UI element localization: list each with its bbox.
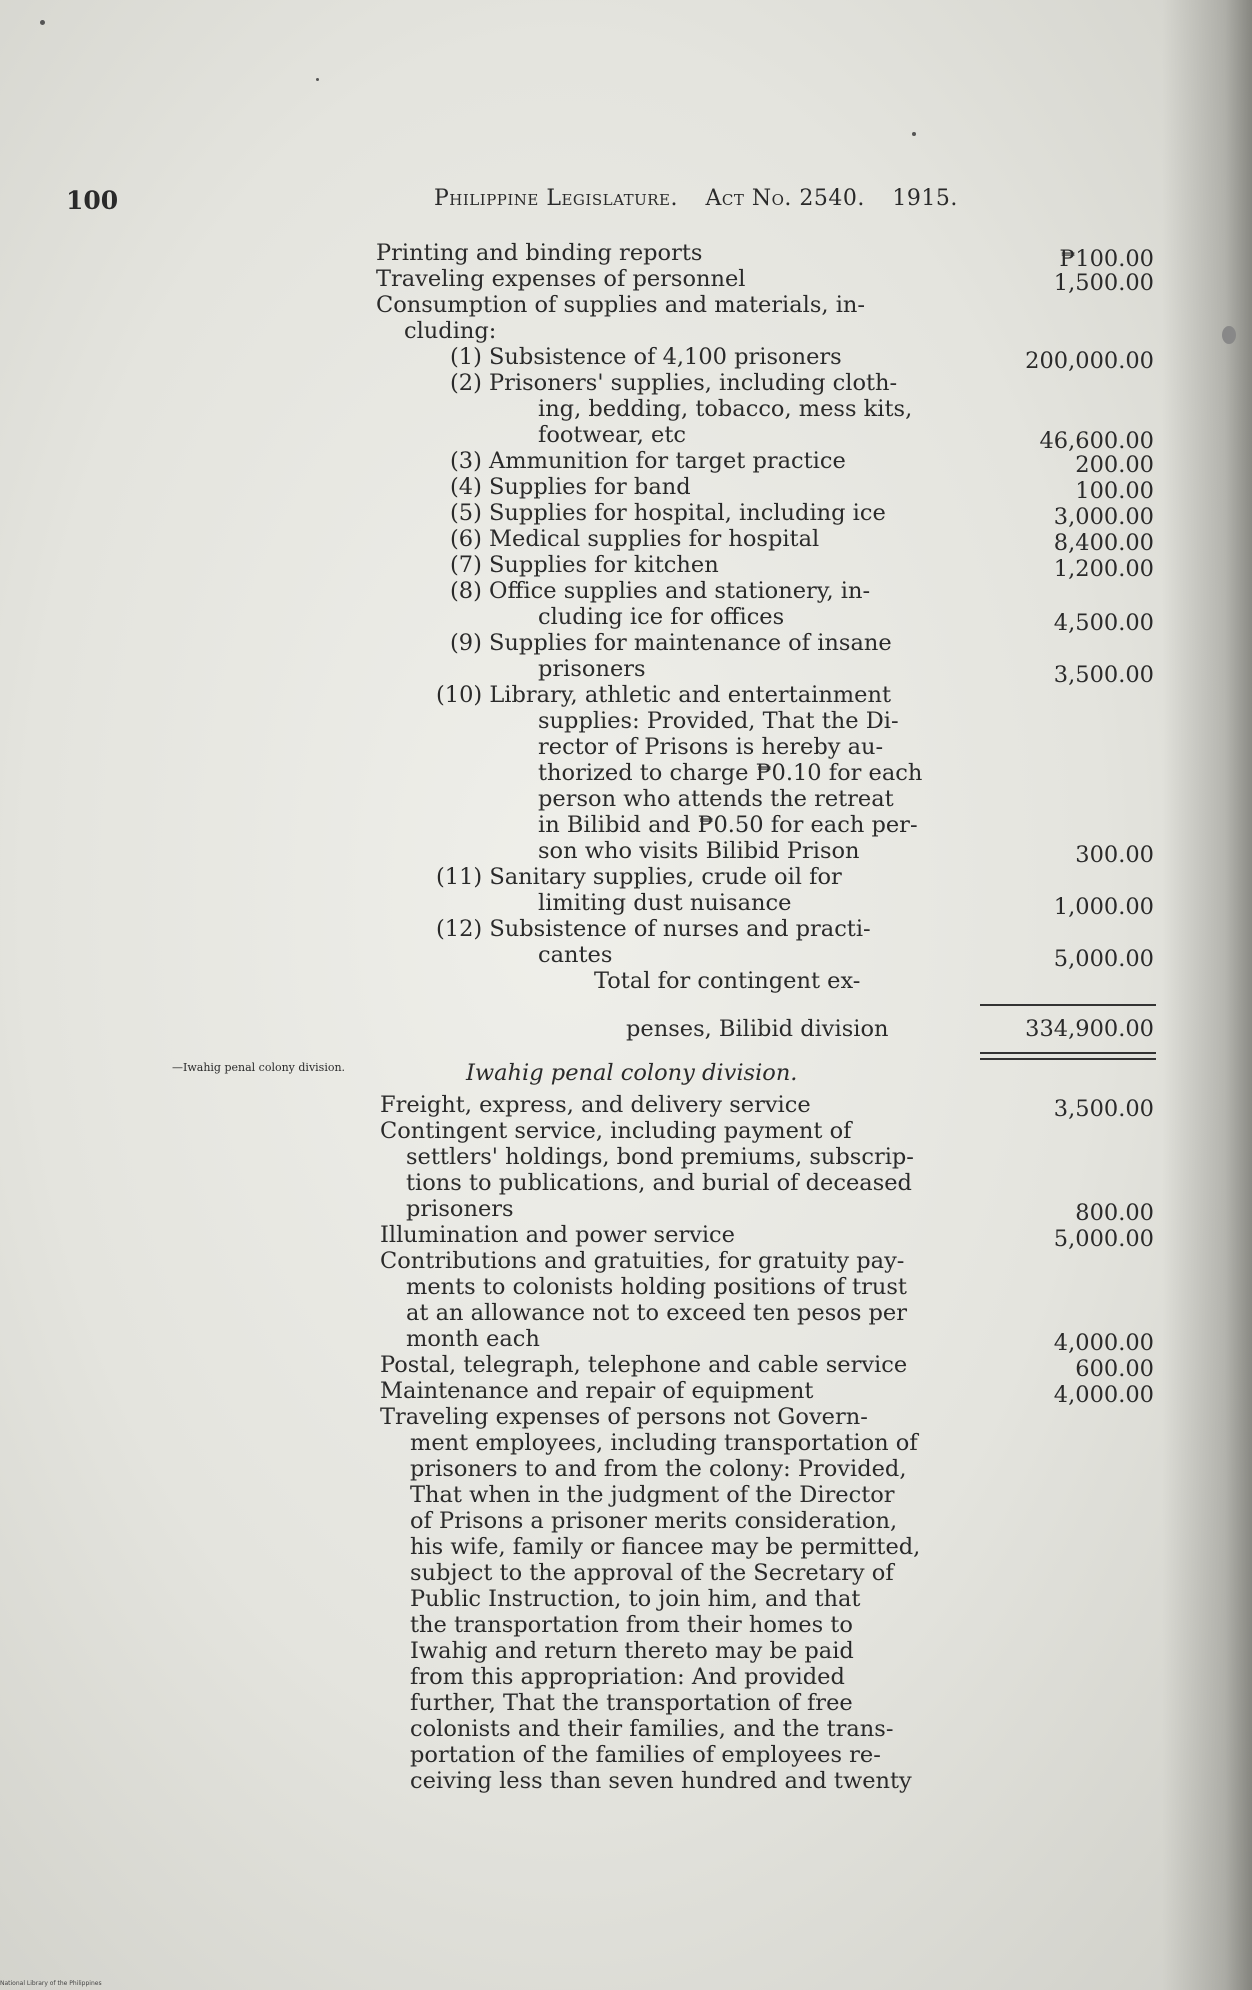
line-item [538,812,918,838]
item-text: (11) Sanitary supplies, crude oil for [436,864,842,890]
item-text: of Prisons a prisoner merits consideration, [410,1508,898,1534]
item-amount: 1,000.00 [1053,894,1154,920]
item-text: tions to publications, and burial of deceased [406,1170,912,1196]
line-item [538,734,883,760]
item-text: from this appropriation: And provided [410,1664,845,1690]
line-item [436,864,842,890]
item-text: further, That the transportation of free [410,1690,853,1716]
item-amount: 5,000.00 [1053,1226,1154,1252]
line-item [538,760,922,786]
item-text: rector of Prisons is hereby au- [538,734,884,760]
item-amount: 600.00 [1075,1356,1154,1382]
line-item [380,1092,811,1118]
item-text: thorized to charge ₱0.10 for each [538,760,923,786]
line-item [410,1456,906,1482]
line-item [376,266,746,292]
item-text: ment employees, including transportation of [410,1430,918,1456]
item-text: Traveling expenses of persons not Govern- [380,1404,868,1430]
item-amount: 200.00 [1075,452,1154,478]
item-amount: 1,500.00 [1053,270,1154,296]
item-text: Freight, express, and delivery service [380,1092,811,1118]
line-item [538,838,860,864]
item-text: supplies: Provided, That the Di- [538,708,899,734]
line-item [538,604,784,630]
line-item [538,656,646,682]
act-number: Act No. 2540. [705,186,865,211]
item-text: cluding: [404,318,497,344]
item-text: footwear, etc [538,422,686,448]
paper-speck [316,78,319,81]
line-item [380,1404,868,1430]
paper-speck [40,20,45,25]
section-heading [466,1060,797,1086]
item-text: prisoners [538,656,646,682]
item-text: (7) Supplies for kitchen [450,552,719,578]
item-text: Contingent service, including payment of [380,1118,852,1144]
item-text: person who attends the retreat [538,786,894,812]
line-item [376,240,702,266]
item-text: (12) Subsistence of nurses and practi- [436,916,871,942]
item-amount: 100.00 [1075,478,1154,504]
item-text: colonists and their families, and the trans- [410,1716,894,1742]
line-item [406,1196,514,1222]
item-text: in Bilibid and ₱0.50 for each per- [538,812,918,838]
line-item [450,448,846,474]
item-amount: 3,500.00 [1053,1096,1154,1122]
line-item [410,1716,893,1742]
item-text: (6) Medical supplies for hospital [450,526,820,552]
item-text: ceiving less than seven hundred and twenty [410,1768,912,1794]
line-item [450,370,897,396]
double-rule-top [980,1052,1156,1054]
item-text: That when in the judgment of the Director [410,1482,895,1508]
line-item [410,1586,860,1612]
item-text: (9) Supplies for maintenance of insane [450,630,892,656]
item-text: Contributions and gratuities, for gratuity pay- [380,1248,905,1274]
item-text: son who visits Bilibid Prison [538,838,860,864]
line-item [380,1248,904,1274]
item-text: month each [406,1326,540,1352]
item-text: Traveling expenses of personnel [376,266,746,292]
line-item [376,292,865,318]
item-amount: 4,000.00 [1053,1382,1154,1408]
line-item [436,682,891,708]
running-header [434,186,978,211]
total-rule [980,1004,1156,1006]
item-text: (8) Office supplies and stationery, in- [450,578,871,604]
item-text: (10) Library, athletic and entertainment [436,682,891,708]
line-item [450,552,719,578]
item-text: Iwahig and return thereto may be paid [410,1638,854,1664]
line-item [450,526,819,552]
line-item [380,1352,907,1378]
item-text: cantes [538,942,613,968]
item-text: Maintenance and repair of equipment [380,1378,814,1404]
item-text: his wife, family or fiancee may be permitted, [410,1534,921,1560]
line-item [380,1118,852,1144]
line-item [410,1768,912,1794]
header-year: 1915. [892,186,958,211]
item-amount: 200,000.00 [1025,348,1154,374]
line-item [410,1508,897,1534]
line-item [538,890,791,916]
item-text: (4) Supplies for band [450,474,691,500]
total-line [626,1016,889,1042]
line-item [538,942,612,968]
line-item [450,344,842,370]
item-text: settlers' holdings, bond premiums, subscrip- [406,1144,914,1170]
line-item [410,1534,920,1560]
item-amount: 300.00 [1075,842,1154,868]
line-item [406,1326,540,1352]
item-text: ments to colonists holding positions of trust [406,1274,907,1300]
item-amount: 5,000.00 [1053,946,1154,972]
item-amount: 4,000.00 [1053,1330,1154,1356]
item-text: ing, bedding, tobacco, mess kits, [538,396,913,422]
item-text: Illumination and power service [380,1222,735,1248]
line-item [450,500,886,526]
item-text: Public Instruction, to join him, and that [410,1586,861,1612]
item-amount: ₱100.00 [1059,246,1154,272]
line-item [380,1378,813,1404]
footer-imprint: National Library of the Philippines [0,1980,102,1987]
item-text: (3) Ammunition for target practice [450,448,846,474]
line-item [410,1742,881,1768]
line-item [436,916,871,942]
line-item [380,1222,735,1248]
line-item [406,1274,907,1300]
item-amount: 8,400.00 [1053,530,1154,556]
line-item [450,474,691,500]
item-text: (5) Supplies for hospital, including ice [450,500,886,526]
line-item [410,1638,854,1664]
line-item [538,396,912,422]
item-text: Total for contingent ex- [594,968,861,994]
item-amount: 3,000.00 [1053,504,1154,530]
item-amount: 4,500.00 [1053,610,1154,636]
margin-note: —Iwahig penal colony division. [172,1061,346,1074]
item-text: Consumption of supplies and materials, in- [376,292,866,318]
item-text: (2) Prisoners' supplies, including cloth- [450,370,898,396]
paper-speck [1222,326,1236,344]
line-item [410,1560,894,1586]
total-amount: 334,900.00 [1025,1016,1154,1042]
item-text: portation of the families of employees re- [410,1742,881,1768]
item-text: subject to the approval of the Secretary of [410,1560,894,1586]
double-rule-bottom [980,1058,1156,1060]
item-amount: 46,600.00 [1039,428,1154,454]
paper-speck [912,132,916,136]
total-line [594,968,860,994]
item-text: (1) Subsistence of 4,100 prisoners [450,344,842,370]
page-edge-shadow [1162,0,1252,1990]
item-text: penses, Bilibid division [626,1016,889,1042]
item-text: Printing and binding reports [376,240,703,266]
line-item [410,1612,853,1638]
item-text: prisoners to and from the colony: Provided, [410,1456,907,1482]
line-item [410,1482,895,1508]
line-item [410,1430,918,1456]
page-number: 100 [66,186,119,215]
item-text: Iwahig penal colony division. [466,1060,798,1086]
line-item [538,422,686,448]
item-amount: 1,200.00 [1053,556,1154,582]
item-text: the transportation from their homes to [410,1612,853,1638]
line-item [450,578,870,604]
line-item [406,1300,907,1326]
item-amount: 800.00 [1075,1200,1154,1226]
item-amount: 3,500.00 [1053,662,1154,688]
item-text: at an allowance not to exceed ten pesos per [406,1300,907,1326]
running-title: Philippine Legislature. [434,186,678,211]
line-item [406,1144,914,1170]
line-item [450,630,892,656]
line-item [538,786,894,812]
line-item [404,318,496,344]
item-text: prisoners [406,1196,514,1222]
line-item [538,708,899,734]
line-item [410,1664,845,1690]
line-item [406,1170,912,1196]
item-text: Postal, telegraph, telephone and cable service [380,1352,908,1378]
item-text: limiting dust nuisance [538,890,792,916]
line-item [410,1690,853,1716]
item-text: cluding ice for offices [538,604,785,630]
